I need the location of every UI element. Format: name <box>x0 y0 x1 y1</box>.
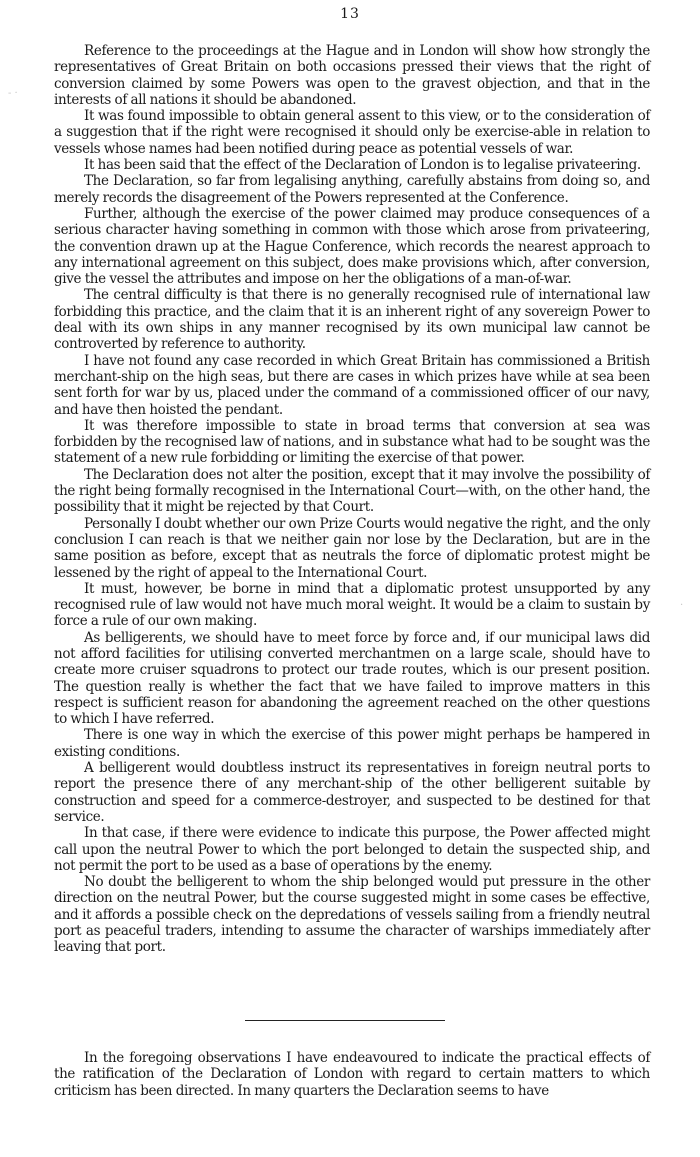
page-number: 13 <box>340 6 360 22</box>
paragraph: In that case, if there were evidence to indicate this purpose, the Power affected might call upon the neutral Power to which the port belonged to detain the suspected ship, and not permit the port to be used as a base of operations by the enemy. <box>54 825 650 874</box>
paragraph: I have not found any case recorded in which Great Britain has commissioned a British merchant-ship on the high seas, but there are cases in which prizes have while at sea been sent forth for war by us, placed under the command of a commissioned officer of our navy, and have then hoisted the pendant. <box>54 352 650 418</box>
body-text <box>54 43 650 956</box>
paragraph: The Declaration does not alter the position, except that it may involve the possibility of the right being formally recognised in the International Court—with, on the other hand, the possibility that it might be rejected by that Court. <box>54 466 650 516</box>
paragraph: The central difficulty is that there is no generally recognised rule of international law forbidding this practice, and the claim that it is an inherent right of any sovereign Power to deal with its own ships in any manner recognised by its own municipal law cannot be controverted by reference to authority. <box>54 287 650 353</box>
paragraph: It was found impossible to obtain general assent to this view, or to the consideration of a suggestion that if the right were recognised it should only be exercise-able in relation to vessels whose names had been notified during peace as potential vessels of war. <box>54 108 650 157</box>
paragraph: As belligerents, we should have to meet force by force and, if our municipal laws did not afford facilities for utilising converted merchantmen on a large scale, should have to create more cruiser squadrons to protect our trade routes, which is our present position. The question really is whether the fact that we have failed to improve matters in this respect is sufficient reason for abandoning the agreement reached on the other questions to which I have referred. <box>54 629 650 728</box>
paragraph: The Declaration, so far from legalising anything, carefully abstains from doing so, and merely records the disagreement of the Powers represented at the Conference. <box>54 173 650 206</box>
paragraph: Personally I doubt whether our own Prize Courts would negative the right, and the only conclusion I can reach is that we neither gain nor lose by the Declaration, but are in the same position as before, except that as neutrals the force of diplomatic protest might be lessened by the right of appeal to the International Court. <box>54 515 650 581</box>
paragraph: It must, however, be borne in mind that a diplomatic protest unsupported by any recognised rule of law would not have much moral weight. It would be a claim to sustain by force a rule of our own making. <box>54 580 650 630</box>
paragraph: A belligerent would doubtless instruct its representatives in foreign neutral ports to report the presence there of any merchant-ship of the other belligerent suitable by construction and speed for a commerce-destroyer, and suspected to be destined for that service. <box>54 760 650 825</box>
paragraph: Reference to the proceedings at the Hague and in London will show how strongly the representatives of Great Britain on both occasions pressed their views that the right of conversion claimed by some Powers was open to the gravest objection, and that in the interests of all nations it should be abandoned. <box>54 43 650 108</box>
closing-paragraph: In the foregoing observations I have endeavoured to indicate the practical effects of the ratification of the Declaration of London with regard to certain matters to which criticism has been directed. In many quarters the Declaration seems to have <box>54 1050 650 1099</box>
closing-text <box>54 1050 650 1099</box>
margin-mark-left: - · <box>8 88 18 99</box>
paragraph: It was therefore impossible to state in broad terms that conversion at sea was forbidden by the recognised law of nations, and in substance what had to be sought was the statement of a new rule forbidding or limiting the exercise of that power. <box>54 417 650 467</box>
section-divider <box>245 1020 445 1021</box>
paragraph: It has been said that the effect of the Declaration of London is to legalise privateering. <box>84 157 641 174</box>
paragraph: There is one way in which the exercise of this power might perhaps be hampered in existing conditions. <box>54 727 650 760</box>
paragraph: No doubt the belligerent to whom the ship belonged would put pressure in the other direction on the neutral Power, but the course suggested might in some cases be effective, and it affords a possible check on the depredations of vessels sailing from a friendly neutral port as peaceful traders, intending to assume the character of warships immediately after leaving that port. <box>54 874 650 956</box>
margin-mark-right: · <box>680 600 684 611</box>
paragraph: Further, although the exercise of the power claimed may produce consequences of a serious character having something in common with those which arose from privateering, the convention drawn up at the Hague Conference, which records the nearest approach to any international agreement on this subject, does make provisions which, after conversion, give the vessel the attributes and impose on her the obligations of a man-of-war. <box>54 205 650 288</box>
